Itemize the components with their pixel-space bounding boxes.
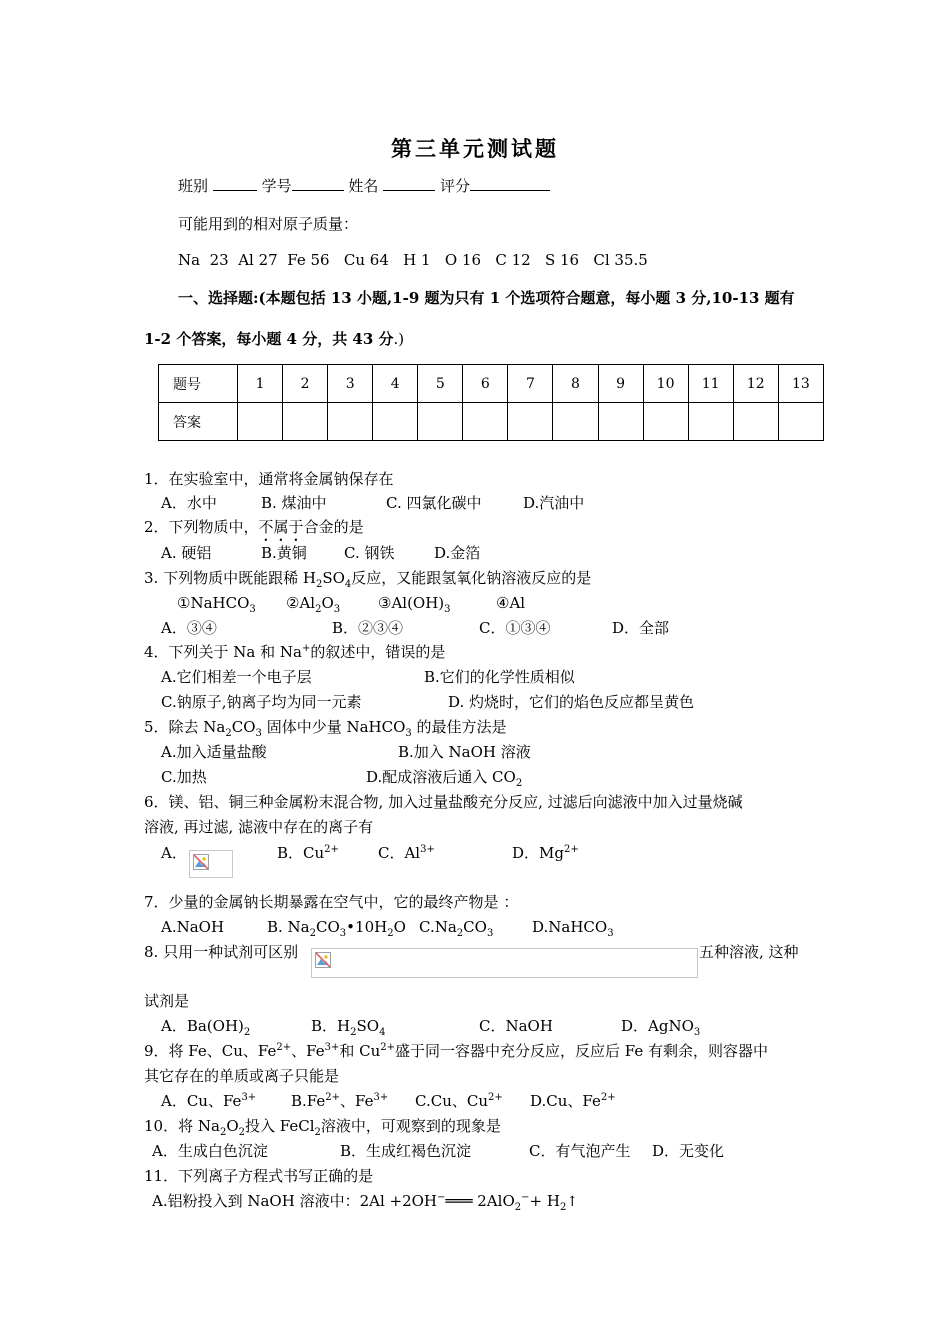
q3-item-3: $③Al(OH)_3$ [378,594,451,615]
q11-option-a-mid: ═══ 2AlO [445,1192,515,1210]
answer-table-header-row [159,365,824,403]
atomic-mass-list: Na 23 Al 27 Fe 56 Cu 64 H 1 O 16 C 12 S 16 Cl 35.5 [178,251,648,269]
q10-stem-post: 溶液中，可观察到的现象是 [320,1117,501,1135]
q4-option-a: A.它们相差一个电子层 [161,668,312,686]
q3-option-a: A．③④ [161,619,217,637]
id-blank[interactable] [292,176,344,191]
q9-option-c: C.Cu、$Cu^{2+}$ [415,1092,503,1110]
q2-stem-emph: 不属于 [258,518,304,536]
q6-line2: 溶液, 再过滤, 滤液中存在的离子有 [144,818,374,836]
answer-table [158,364,824,441]
q9-line1-tail: 盛于同一容器中充分反应，反应后 Fe 有剩余，则容器中 [395,1042,769,1060]
q11-option-a-pre: A.铝粉投入到 NaOH 溶液中：2Al +2OH [152,1192,438,1210]
q9-option-c-text: C.Cu、Cu [415,1092,488,1110]
q8-option-b: B．$H_2SO_4$ [311,1017,386,1038]
q3-stem-post: 反应，又能跟氢氧化钠溶液反应的是 [351,569,592,587]
q5-stem-mid2: 固体中少量 NaHCO [261,718,406,736]
q9-option-b: $B.Fe^{2+}$、$Fe^{3+}$ [291,1092,389,1110]
q4-stem: 4．下列关于 Na 和 Na+的叙述中，错误的是 [144,643,446,661]
q9-line1-mid: 和 Cu [339,1042,381,1060]
answer-cell[interactable] [733,403,778,441]
q5-stem: 5．除去 $Na_2CO_3$ 固体中少量 NaHCO$_3$ 的最佳方法是 [144,718,507,739]
q9-option-a-text: A．Cu、Fe [161,1092,242,1110]
q8-stem-pre: 8. 只用一种试剂可区别 [144,943,299,961]
answer-cell[interactable] [643,403,688,441]
q7-option-c-pre: C.Na [419,918,457,936]
q-number-cell: 5 [418,365,463,403]
q-number-cell: 11 [688,365,733,403]
answer-cell[interactable] [508,403,553,441]
q8-option-d: D．AgNO$_3$ [621,1017,701,1038]
broken-image-icon [315,952,331,968]
name-label: 姓名 [348,177,379,195]
q5-option-d: D.配成溶液后通入 $CO_2$ [366,768,523,789]
q3-item-1: ①NaHCO$_3$ [177,594,256,615]
q9-line2: 其它存在的单质或离子只能是 [144,1067,340,1085]
q6-option-a-text: A． [161,844,187,862]
q4-stem-pre: 4．下列关于 Na 和 Na [144,643,302,661]
q8-option-a: A．$Ba(OH)_2$ [161,1017,251,1038]
q-number-cell: 3 [328,365,373,403]
answer-cell[interactable] [463,403,508,441]
q10-option-d: D．无变化 [652,1142,725,1160]
q10-stem-mid: 投入 FeCl [245,1117,315,1135]
q1-option-d: D.汽油中 [523,494,585,512]
q3-option-c: C．①③④ [479,619,551,637]
q7-option-b-post: •10H [346,918,388,936]
q7-stem: 7．少量的金属钠长期暴露在空气中，它的最终产物是 ： [144,893,519,911]
q-number-cell: 1 [238,365,283,403]
q4-option-d: D. 灼烧时，它们的焰色反应都呈黄色 [448,693,695,711]
q7-option-d-pre: D.NaHCO [532,918,608,936]
q5-stem-post: 的最佳方法是 [411,718,507,736]
q2-option-b: B.黄铜 [261,544,307,562]
q1-option-a: A．水中 [161,494,217,512]
q3-item-1-text: ①NaHCO [177,594,250,612]
class-blank[interactable] [213,176,257,191]
q-number-cell: 9 [598,365,643,403]
up-arrow-icon: ↑ [566,1194,579,1210]
q9-line1: 9．将 Fe、Cu、$Fe^{2+}$、$Fe^{3+}$和 $Cu^{2+}$盛于同一容器中充分反应，反应后 Fe 有剩余，则容器中 [144,1042,769,1060]
section1-line1: 一、选择题:(本题包括 13 小题,1-9 题为只有 1 个选项符合题意，每小题 3 分,10-13 题有 [178,289,795,307]
answer-cell[interactable] [283,403,328,441]
q8-option-d-text: D．AgNO [621,1017,694,1035]
answer-cell[interactable] [598,403,643,441]
q-number-cell: 8 [553,365,598,403]
q-number-cell: 12 [733,365,778,403]
q6-option-d: D．$Mg^{2+}$ [512,844,579,862]
section1-line2-tail: .) [393,330,405,348]
q3-item-2: $②Al_2O_3$ [286,594,341,615]
q6-line1: 6．镁、铝、铜三种金属粉末混合物, 加入过量盐酸充分反应, 过滤后向滤液中加入过量烧碱 [144,793,743,811]
q-number-cell: 13 [778,365,823,403]
q6-option-b-text: B．Cu [277,844,325,862]
q11-stem: 11．下列离子方程式书写正确的是 [144,1167,374,1185]
q5-option-d-text: D.配成溶液后通入 CO [366,768,516,786]
q4-option-b: B.它们的化学性质相似 [424,668,575,686]
q3-option-d: D．全部 [612,619,670,637]
q7-option-b: B. $Na_2CO_3•10H_2O$ [267,918,406,939]
broken-image-icon [193,854,209,870]
q10-option-b: B．生成红褐色沉淀 [340,1142,472,1160]
q11-option-a: A.铝粉投入到 NaOH 溶液中：2Al +2OH−═══ $2AlO_2^-+ H_2↑$ [152,1192,579,1213]
answer-cell[interactable] [418,403,463,441]
q8-option-b-text: B．H [311,1017,351,1035]
q1-option-c: C. 四氯化碳中 [386,494,482,512]
q5-option-a: A.加入适量盐酸 [161,743,267,761]
q11-option-a-post: + H [529,1192,560,1210]
answer-label: 答案 [159,403,238,441]
answer-cell[interactable] [238,403,283,441]
q8-line2: 试剂是 [144,992,190,1010]
score-blank[interactable] [470,176,550,191]
q10-stem: 10．将 $Na_2O_2$投入 FeCl$_2$溶液中，可观察到的现象是 [144,1117,501,1138]
q-number-cell: 7 [508,365,553,403]
name-blank[interactable] [383,176,435,191]
q-number-cell: 6 [463,365,508,403]
q8-option-a-text: A．Ba(OH) [161,1017,244,1035]
class-label: 班别 [178,177,209,195]
q7-option-c: $C.Na_2CO_3$ [419,918,494,939]
q3-item-3-text: ③Al(OH) [378,594,445,612]
page-title: 第三单元测试题 [391,136,559,161]
q8-option-c: C．NaOH [479,1017,553,1035]
answer-cell[interactable] [553,403,598,441]
question-number-label: 题号 [159,365,238,403]
q-number-cell: 10 [643,365,688,403]
answer-table-answer-row [159,403,824,441]
q10-option-c: C．有气泡产生 [529,1142,631,1160]
q5-stem-pre: 5．除去 Na [144,718,226,736]
q3-option-b: B．②③④ [332,619,404,637]
q2-stem [144,517,364,545]
q2-option-d: D.金箔 [434,544,481,562]
answer-cell[interactable] [688,403,733,441]
q9-option-d-text: D.Cu、Fe [530,1092,601,1110]
q7-option-a: A.NaOH [161,918,225,936]
q3-item-4: ④Al [496,594,526,612]
q1-option-b: B. 煤油中 [261,494,327,512]
q8-stem-post: 五种溶液, 这种 [699,943,799,961]
q10-option-a: A．生成白色沉淀 [152,1142,268,1160]
q3-item-2-text: ②Al [286,594,316,612]
q9-option-b-text: B.Fe [291,1092,326,1110]
atomic-mass-intro: 可能用到的相对原子质量： [178,215,359,233]
answer-cell[interactable] [328,403,373,441]
q2-option-a: A. 硬铝 [161,544,212,562]
q7-option-b-pre: B. Na [267,918,310,936]
q-number-cell: 4 [373,365,418,403]
q2-stem-pre: 2．下列物质中， [144,518,259,536]
q6-option-c-text: C．Al [378,844,421,862]
q6-option-a [161,843,187,863]
q6-option-b: B．$Cu^{2+}$ [277,844,339,862]
q4-stem-post: 的叙述中，错误的是 [310,643,446,661]
section1-line2 [144,329,404,349]
q4-option-c: C.钠原子,钠离子均为同一元素 [161,693,362,711]
q9-option-a: A．Cu、$Fe^{3+}$ [161,1092,257,1110]
q10-stem-pre: 10．将 Na [144,1117,220,1135]
q-number-cell: 2 [283,365,328,403]
q9-line1-pre: 9．将 Fe、Cu、Fe [144,1042,277,1060]
q2-stem-post: 合金的是 [303,518,364,536]
q2-option-c: C. 钢铁 [344,544,395,562]
q6-image-placeholder [189,850,233,878]
student-info-line [178,176,550,196]
q3-stem: 3. 下列物质中既能跟稀 $H_2SO_4$反应，又能跟氢氧化钠溶液反应的是 [144,569,592,590]
q8-image-placeholder [311,948,698,978]
section1-line2-bold: 1-2 个答案，每小题 4 分，共 43 分 [144,330,394,348]
q3-stem-pre: 3. 下列物质中既能跟稀 H [144,569,316,587]
q5-option-c: C.加热 [161,768,207,786]
score-label: 评分 [439,177,470,195]
q1-stem: 1．在实验室中，通常将金属钠保存在 [144,470,394,488]
q7-option-d: D.NaHCO$_3$ [532,918,614,939]
q5-stem-mid: CO [231,718,256,736]
answer-cell[interactable] [778,403,823,441]
q5-option-b: B.加入 NaOH 溶液 [398,743,531,761]
q6-option-d-text: D．Mg [512,844,564,862]
q9-option-d: D.Cu、$Fe^{2+}$ [530,1092,616,1110]
answer-cell[interactable] [373,403,418,441]
q6-option-c: C．$Al^{3+}$ [378,844,435,862]
id-label: 学号 [261,177,292,195]
